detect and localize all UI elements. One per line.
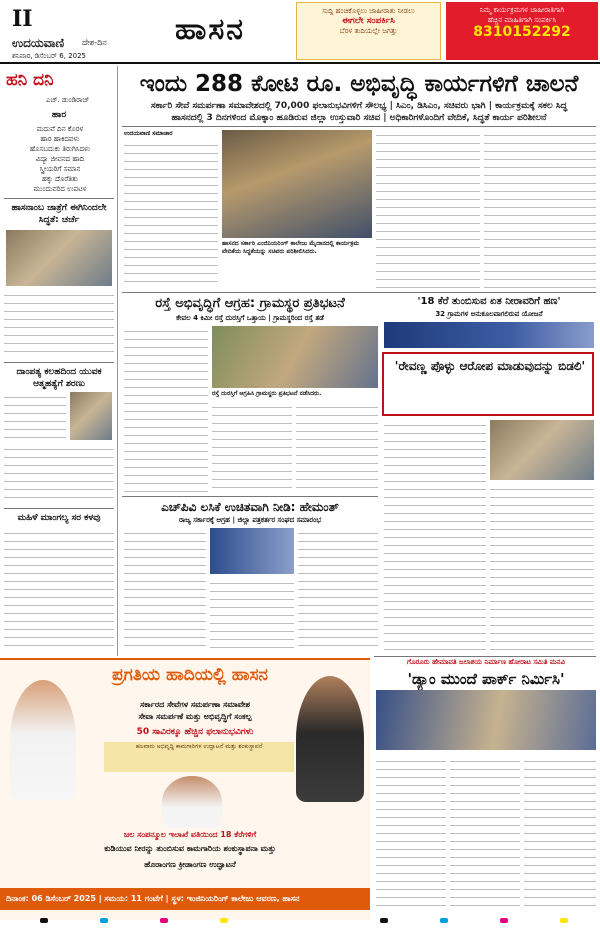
- main-story-body: [124, 140, 218, 288]
- ad-line: ಸರ್ಕಾರದ ಸೇವೆಗಳ ಸಮರ್ಪಣಾ ಸಮಾವೇಶ: [140, 700, 250, 709]
- main-story-photo: [222, 130, 372, 238]
- ad-portrait-center: [162, 776, 222, 828]
- park-story-body: [376, 756, 446, 908]
- victim-photo: [70, 392, 112, 440]
- ad-line: ಹಲವಾರು ಅಭಿವೃದ್ಧಿ ಕಾಮಗಾರಿಗಳ ಉದ್ಘಾಟನೆ ಮತ್ತು ಶಂಕುಸ್ಥಾಪನೆ: [104, 742, 294, 772]
- ad-line: ಸೇವಾ ಸಮರ್ಪಣೆ ಮತ್ತು ಅಭಿವೃದ್ಧಿಗೆ ಸಂಕಲ್ಪ: [138, 712, 252, 721]
- registration-mark: [100, 918, 108, 923]
- top-ad-right-line1: ನಿಮ್ಮ ಕಾರ್ಯಕ್ರಮಗಳ ಜಾಹೀರಾತಿಗಾಗಿ: [479, 6, 565, 14]
- lakes-story-sub: 32 ಗ್ರಾಮಗಳ ಅನುಕೂಲವಾಗಲಿರುವ ಯೋಜನೆ: [435, 310, 543, 318]
- left-story-headline[interactable]: ಮಹಿಳೆ ಮಾಂಗಲ್ಯ ಸರ ಕಳವು: [17, 513, 101, 523]
- hpv-story-sub: ರಾಜ್ಯ ಸರ್ಕಾರಕ್ಕೆ ಆಗ್ರಹ | ಜಿಲ್ಲಾ ಪತ್ರಕರ್ತರ ಸಂಘದ ಸಮಾರಂಭ: [178, 516, 322, 524]
- poem-line: ಮುಂದುವರಿದ ಉಪಟಳ: [33, 185, 87, 193]
- ad-footer: ದಿನಾಂಕ: 06 ಡಿಸೆಂಬರ್ 2025 | ಸಮಯ: 11 ಗಂಟೆಗೆ | ಸ್ಥಳ: ಇಂಜಿನಿಯರಿಂಗ್ ಕಾಲೇಜು ಆವರಣ, ಹಾಸನ: [0, 888, 370, 910]
- left-story-photo: [6, 230, 112, 286]
- paper-city-tag: ದೇಶ-ದಿನ: [82, 38, 107, 47]
- hpv-story-body: [298, 528, 378, 652]
- column-logo: ಹನಿ ದನಿ: [6, 70, 54, 90]
- revanna-story-headline[interactable]: 'ರೇವಣ್ಣ ಪೊಳ್ಳು ಆರೋಪ ಮಾಡುವುದನ್ನು ಬಿಡಲಿ': [394, 359, 586, 373]
- registration-mark: [40, 918, 48, 923]
- poem-line: ವಿದ್ಯಾ ಜೀವನದ ಹಾದಿ: [35, 155, 85, 163]
- left-story-body: [4, 528, 114, 652]
- column-divider: [4, 508, 114, 509]
- top-ad-right-line2: ಹೆಚ್ಚಿನ ಮಾಹಿತಿಗಾಗಿ ಸಂಪರ್ಕಿಸಿ: [487, 16, 557, 24]
- left-story-body: [4, 290, 114, 358]
- section-divider: [122, 292, 596, 293]
- poem-line: ಮದುವೆ ದಿನ ಕೊರಳ: [36, 125, 84, 133]
- road-story-photo: [212, 326, 378, 388]
- print-registration-marks: [0, 914, 600, 928]
- road-story-sub: ಕೇವಲ 4 ಕಿಮೀ ರಸ್ತೆ ದುರಸ್ತಿಗೆ ಒತ್ತಾಯ | ಗ್ರಾಮಸ್ಥರಿಂದ ರಸ್ತೆ ತಡೆ: [176, 314, 324, 322]
- park-story-body: [524, 756, 596, 908]
- section-title: ಹಾಸನ: [175, 12, 245, 47]
- park-story-photo: [376, 690, 596, 750]
- column-divider: [4, 198, 114, 199]
- dateline: ಉದಯವಾಣಿ ಸಮಾಚಾರ: [124, 130, 173, 137]
- poem-line: ಹಾರ ಹಾಕಿದವಳು: [40, 135, 80, 143]
- column-divider: [4, 362, 114, 363]
- park-story-body: [450, 756, 520, 908]
- poem-line: ಹಕ್ಕು ದೊರೆತಿತು: [41, 175, 78, 183]
- top-ad-left-line2: ಈಗಲೇ ಸಂಪರ್ಕಿಸಿ: [342, 16, 395, 26]
- lakes-story-photo: [384, 322, 594, 348]
- revanna-story-photo: [490, 420, 594, 480]
- main-headline[interactable]: ಇಂದು 288 ಕೋಟಿ ರೂ. ಅಭಿವೃದ್ಧಿ ಕಾರ್ಯಗಳಿಗೆ ಚಾಲನೆ: [139, 71, 579, 97]
- poem-line: ಸ್ತ್ರೀಯರಿಗೆ ಸಮಾನ: [39, 165, 81, 173]
- registration-mark: [560, 918, 568, 923]
- hpv-story-headline[interactable]: ಎಚ್‌ಪಿವಿ ಲಸಿಕೆ ಉಚಿತವಾಗಿ ನೀಡಿ: ಹೇಮಂತ್: [161, 500, 339, 514]
- section-divider: [122, 496, 378, 497]
- section-divider: [374, 656, 596, 657]
- ad-title: ಪ್ರಗತಿಯ ಹಾದಿಯಲ್ಲಿ ಹಾಸನ: [112, 665, 268, 685]
- main-photo-caption: ಹಾಸನದ ಸರ್ಕಾರಿ ಎಂಜಿನಿಯರಿಂಗ್ ಕಾಲೇಜು ಮೈದಾನದಲ್ಲಿ ಕಾರ್ಯಕ್ರಮ ವೇದಿಕೆಯ ಸಿದ್ಧತೆಯನ್ನು ಸಚಿವರು ಪರಿಶೀಲಿಸಿದರು.: [222, 240, 360, 255]
- registration-mark: [160, 918, 168, 923]
- top-ad-phone: 8310152292: [473, 24, 571, 40]
- top-ad-left[interactable]: [296, 2, 441, 60]
- poem-line: ಹೊಸಬದುಕು ತಿರುಗಿಸಿದಳು: [29, 145, 91, 153]
- main-subheadline: ಹಾಸನದಲ್ಲಿ 3 ದಿನಗಳಿಂದ ಮೊಕ್ಕಾಂ ಹೂಡಿರುವ ಜಿಲ್ಲಾ ಉಸ್ತುವಾರಿ ಸಚಿವ | ಅಧಿಕಾರಿಗಳೊಂದಿಗೆ ವೇದಿಕೆ, ಸಿದ್ಧತೆ ಕಾರ್ಯ ಪರಿಶೀಲನೆ: [171, 113, 547, 123]
- road-photo-caption: ರಸ್ತೆ ದುರಸ್ತಿಗೆ ಆಗ್ರಹಿಸಿ ಗ್ರಾಮಸ್ಥರು ಪ್ರತಿಭಟನೆ ನಡೆಸಿದರು.: [212, 390, 322, 397]
- main-story-body: [484, 130, 596, 288]
- park-story-kicker: ಗೊರೂರು ಹೇಮಾವತಿ ಜಲಾಶಯ ನಿರ್ಮಾಣ ಹೋರಾಟ ಸಮಿತಿ ಮನವಿ: [407, 658, 565, 666]
- road-story-body: [212, 402, 292, 492]
- hpv-story-body: [210, 578, 294, 652]
- top-ad-left-line1: ಸುದ್ದಿ ಹಂಚಿಕೊಳ್ಳಲು ಜಾಹೀರಾತು ನೀಡಲು: [322, 7, 415, 15]
- revanna-story-body: [384, 420, 486, 652]
- hpv-story-photo: [210, 528, 294, 574]
- main-story-body: [376, 130, 480, 288]
- top-ad-left-line3: ಬೆರಳ ತುದಿಯಲ್ಲೇ ಜಗತ್ತು: [339, 27, 398, 35]
- left-story-headline[interactable]: ಹಾಸನಾಂಬ ಜಾತ್ರೆಗೆ ಈಗಿನಿಂದಲೇ ಸಿದ್ಧತೆ: ಚರ್ಚೆ: [11, 203, 107, 225]
- paper-name: ಉದಯವಾಣಿ: [12, 36, 65, 50]
- poem-title: ಹಾರ: [51, 110, 67, 120]
- ad-line: ಜಲ ಸಂಪನ್ಮೂಲ ಇಲಾಖೆ ವತಿಯಿಂದ 18 ಕೆರೆಗಳಿಗೆ: [123, 830, 257, 839]
- lakes-story-headline[interactable]: '18 ಕೆರೆ ತುಂಬಿಸುವ ಏತ ನೀರಾವರಿಗೆ ಹಣ': [417, 296, 561, 307]
- revanna-story-body: [490, 484, 594, 652]
- ad-line: 50 ಸಾವಿರಕ್ಕೂ ಹೆಚ್ಚಿನ ಫಲಾನುಭವಿಗಳು: [136, 727, 254, 737]
- road-story-body: [296, 402, 378, 492]
- main-divider: [122, 126, 596, 127]
- ad-line: ಕುಡಿಯುವ ನೀರನ್ನು ತುಂಬಿಸುವ ಕಾಮಗಾರಿಯ ಶಂಕುಸ್ಥಾಪನಾ ಮತ್ತು: [104, 844, 276, 853]
- left-story-headline[interactable]: ದಾಂಪತ್ಯ ಕಲಹದಿಂದ ಯುವಕ ಆತ್ಮಹತ್ಯೆಗೆ ಶರಣು: [16, 367, 102, 389]
- left-story-body: [4, 392, 66, 440]
- ad-portrait-left: [10, 680, 76, 800]
- ad-portrait-right: [296, 676, 364, 802]
- left-story-body: [4, 444, 114, 504]
- page-number: II: [12, 6, 33, 32]
- hpv-story-body: [124, 528, 206, 652]
- column-author: ಎಚ್. ಡುಂಡಿರಾಜ್: [46, 96, 90, 104]
- road-story-headline[interactable]: ರಸ್ತೆ ಅಭಿವೃದ್ಧಿಗೆ ಆಗ್ರಹ: ಗ್ರಾಮಸ್ಥರ ಪ್ರತಿಭಟನೆ: [155, 296, 345, 311]
- ad-line: ಹೊರಾಂಗಣ ಕ್ರೀಡಾಂಗಣ ಉದ್ಘಾಟನೆ: [144, 860, 236, 869]
- registration-mark: [500, 918, 508, 923]
- paper-date: ಶನಿವಾರ, ಡಿಸೆಂಬರ್ 6, 2025: [12, 52, 87, 60]
- registration-mark: [380, 918, 388, 923]
- top-ad-right[interactable]: [446, 2, 598, 60]
- park-story-headline[interactable]: 'ಡ್ಯಾಂ ಮುಂದೆ ಪಾರ್ಕ್ ನಿರ್ಮಿಸಿ': [407, 670, 565, 688]
- registration-mark: [440, 918, 448, 923]
- road-story-body: [124, 326, 208, 492]
- main-subheadline: ಸರ್ಕಾರಿ ಸೇವೆ ಸಮರ್ಪಣಾ ಸಮಾವೇಶದಲ್ಲಿ 70,000 ಫಲಾನುಭವಿಗಳಿಗೆ ಸೌಲಭ್ಯ | ಸಿಎಂ, ಡಿಸಿಎಂ, ಸಚಿವರು ಭಾಗಿ | ಕಾರ್ಯಕ್ರಮಕ್ಕೆ ಸಕಲ ಸಿದ್ಧ: [150, 101, 568, 111]
- registration-mark: [220, 918, 228, 923]
